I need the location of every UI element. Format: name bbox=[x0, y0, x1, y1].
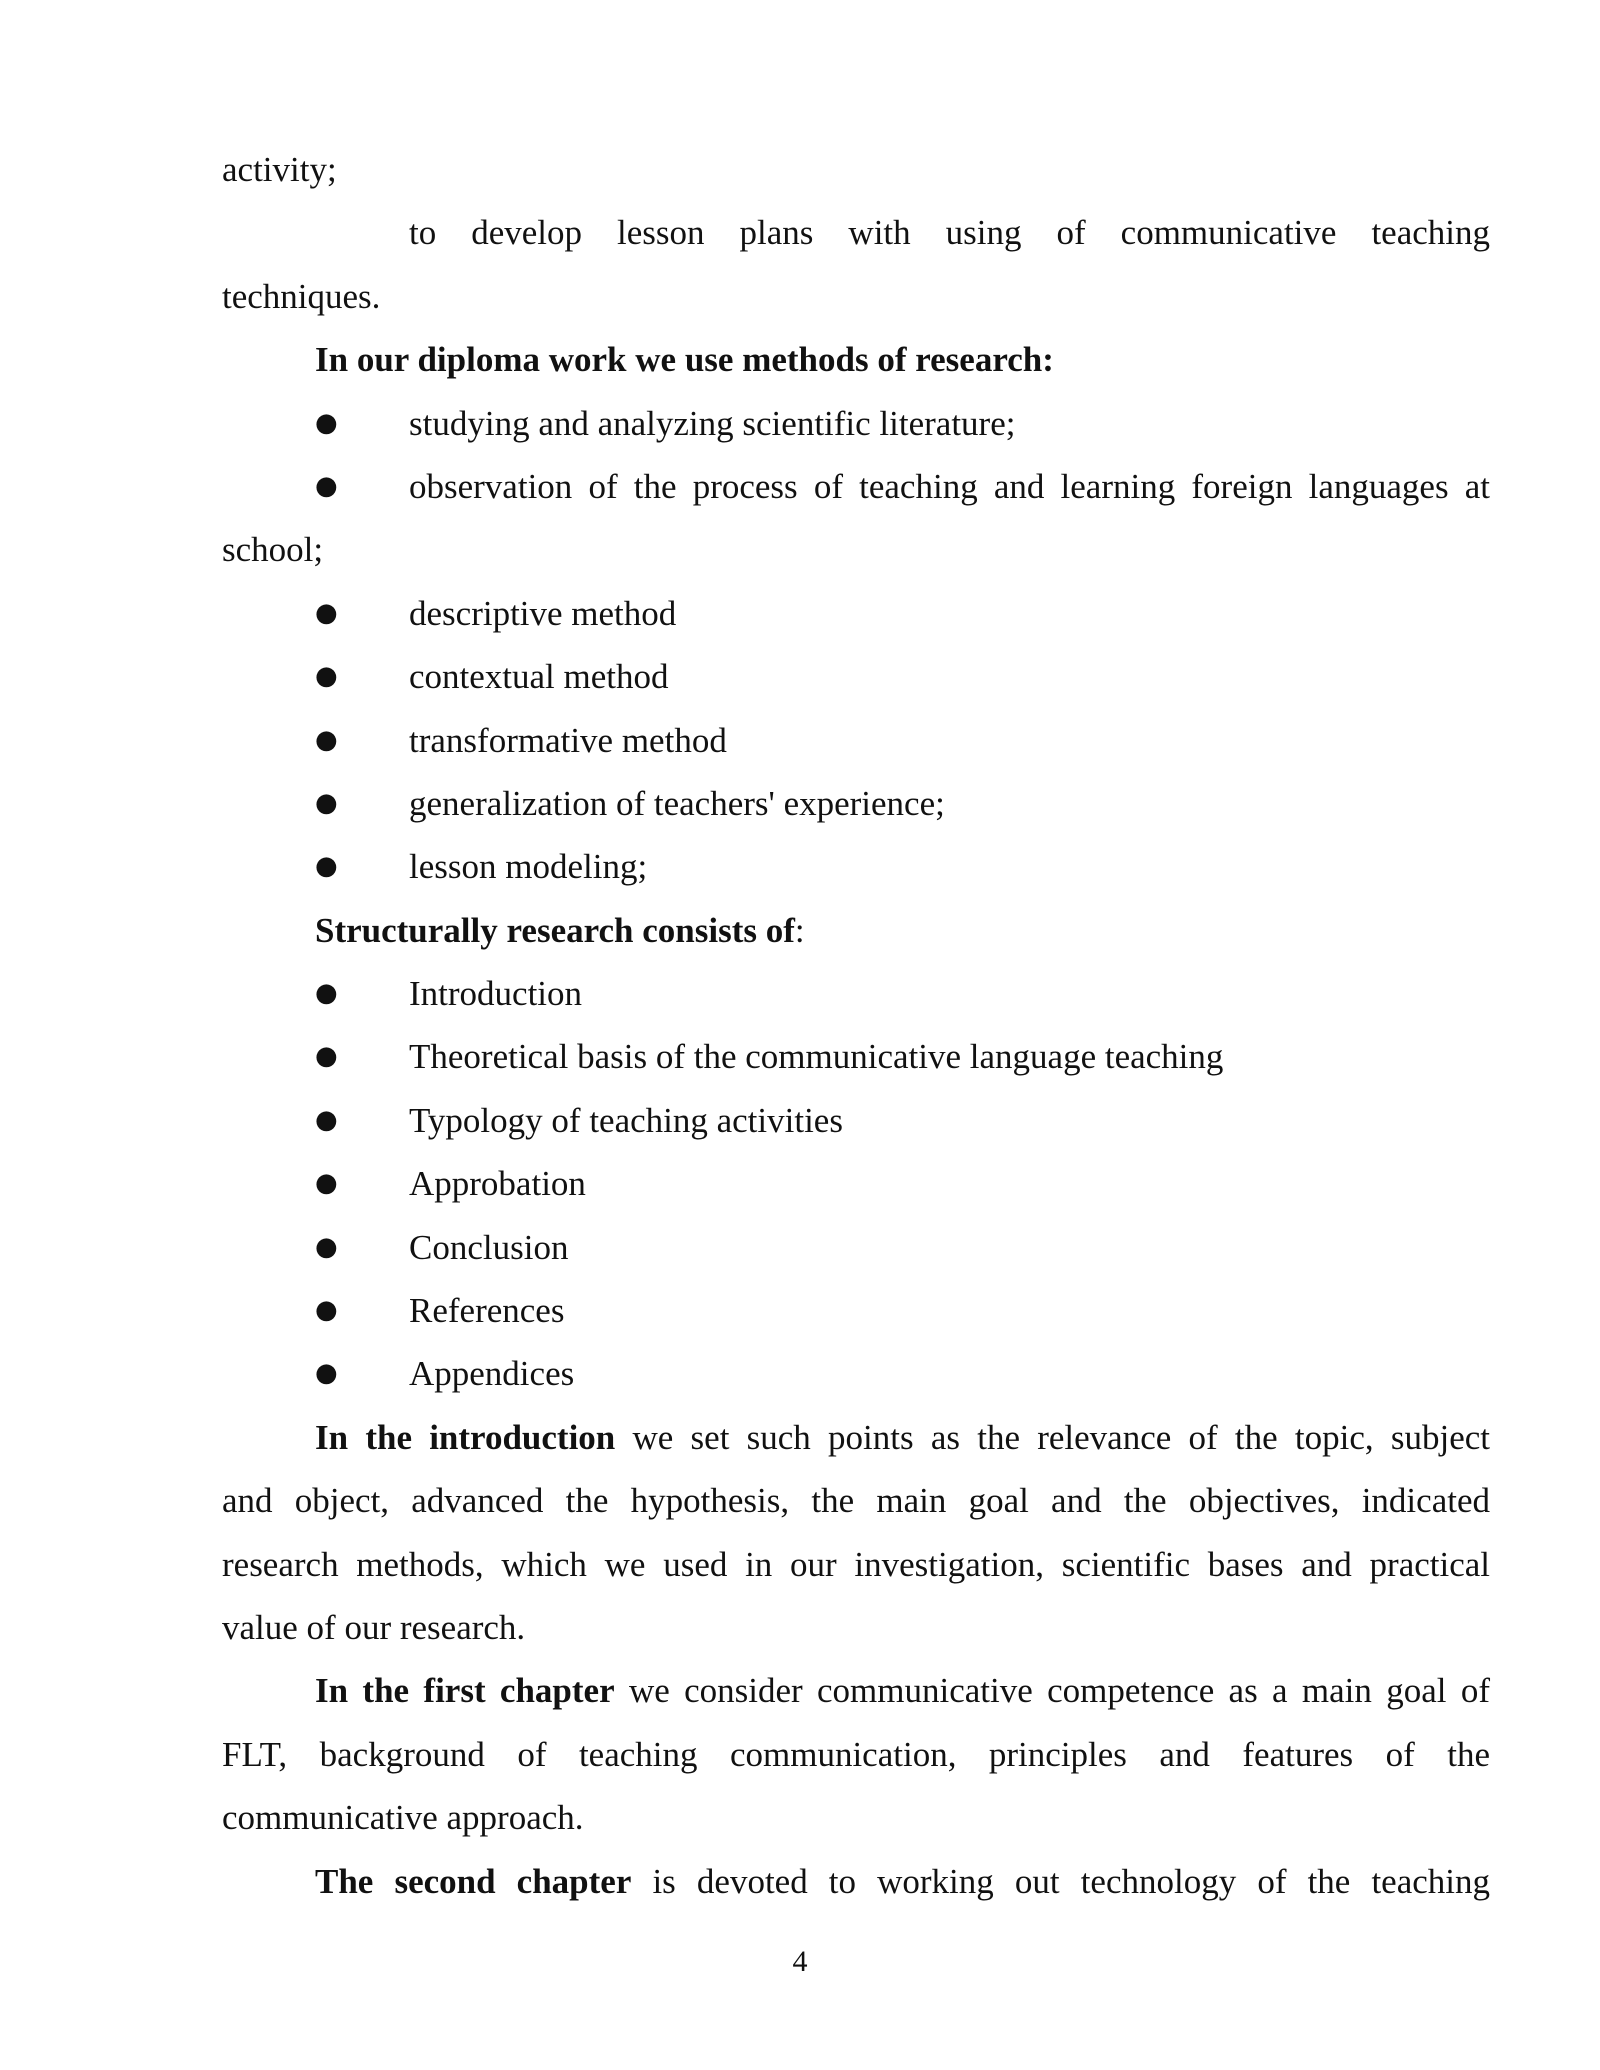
bullet-icon: ● bbox=[315, 978, 338, 1009]
bullet-icon: ● bbox=[315, 1104, 338, 1135]
list-item: ● contextual method bbox=[222, 645, 1490, 708]
intro-paragraph-line: value of our research. bbox=[222, 1607, 526, 1647]
chapter1-paragraph-line: communicative approach. bbox=[222, 1798, 584, 1838]
bullet-icon: ● bbox=[315, 470, 338, 501]
bullet-icon: ● bbox=[315, 1295, 338, 1326]
list-item: ● observation of the process of teaching and learning foreign languages at bbox=[222, 455, 1490, 518]
structure-heading: Structurally research consists of: bbox=[315, 910, 805, 950]
list-item: ● transformative method bbox=[222, 709, 1490, 772]
text-line: to develop lesson plans with using of communicative teaching bbox=[409, 213, 1490, 253]
list-item: ● Introduction bbox=[222, 962, 1490, 1025]
intro-paragraph-line: research methods, which we used in our investigation, scientific bases and practical bbox=[222, 1544, 1490, 1584]
list-item: ● descriptive method bbox=[222, 582, 1490, 645]
bullet-icon: ● bbox=[315, 787, 338, 818]
bullet-icon: ● bbox=[315, 661, 338, 692]
bullet-icon: ● bbox=[315, 1358, 338, 1389]
document-page bbox=[222, 138, 1490, 1913]
list-item: ● Appendices bbox=[222, 1342, 1490, 1405]
list-item: ● Theoretical basis of the communicative language teaching bbox=[222, 1025, 1490, 1088]
list-item: ● Typology of teaching activities bbox=[222, 1089, 1490, 1152]
bullet-icon: ● bbox=[315, 597, 338, 628]
chapter1-paragraph-line: In the first chapter we consider communicative competence as a main goal of bbox=[315, 1671, 1490, 1711]
bullet-icon: ● bbox=[315, 851, 338, 882]
bullet-icon: ● bbox=[315, 1168, 338, 1199]
chapter2-paragraph-line: The second chapter is devoted to working out technology of the teaching bbox=[315, 1861, 1490, 1901]
list-item: ● lesson modeling; bbox=[222, 835, 1490, 898]
chapter1-paragraph-line: FLT, background of teaching communication, principles and features of the bbox=[222, 1734, 1490, 1774]
list-item: ● Conclusion bbox=[222, 1216, 1490, 1279]
intro-paragraph-line: In the introduction we set such points as the relevance of the topic, subject bbox=[315, 1417, 1490, 1457]
intro-paragraph-line: and object, advanced the hypothesis, the main goal and the objectives, indicated bbox=[222, 1481, 1490, 1521]
text-line: school; bbox=[222, 530, 324, 570]
page-number: 4 bbox=[792, 1945, 808, 1978]
methods-heading: In our diploma work we use methods of research: bbox=[315, 340, 1054, 380]
bullet-icon: ● bbox=[315, 1231, 338, 1262]
text-line: techniques. bbox=[222, 276, 381, 316]
bullet-icon: ● bbox=[315, 724, 338, 755]
list-item: ● generalization of teachers' experience; bbox=[222, 772, 1490, 835]
list-item: ● studying and analyzing scientific literature; bbox=[222, 392, 1490, 455]
list-item: ● Approbation bbox=[222, 1152, 1490, 1215]
bullet-icon: ● bbox=[315, 407, 338, 438]
text-line: activity; bbox=[222, 150, 337, 189]
bullet-icon: ● bbox=[315, 1041, 338, 1072]
list-item: ● References bbox=[222, 1279, 1490, 1342]
